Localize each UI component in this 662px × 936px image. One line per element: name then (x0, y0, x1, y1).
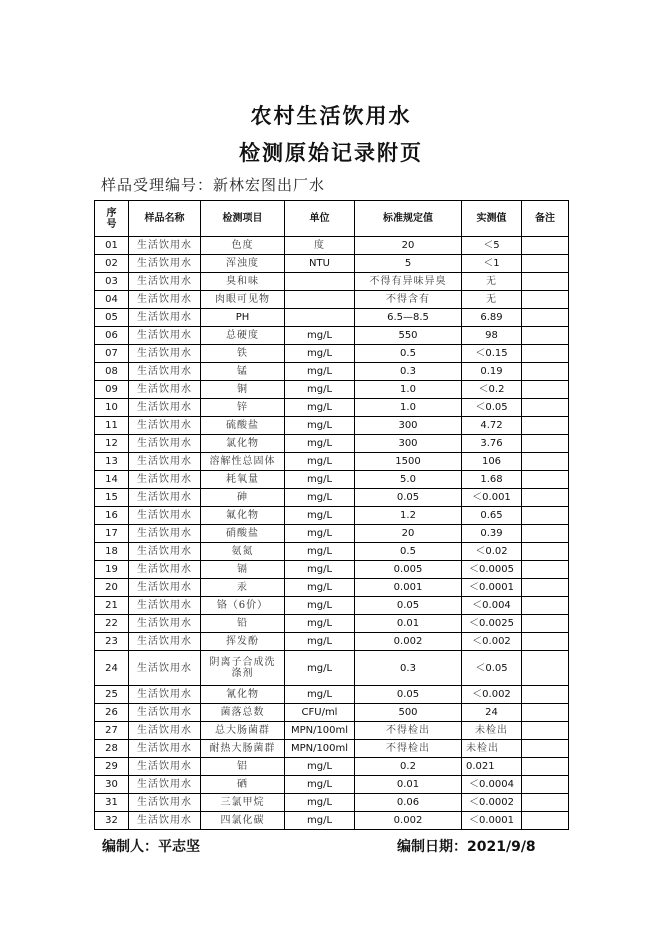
cell-measured: ＜0.02 (462, 543, 522, 561)
cell-unit: mg/L (285, 345, 355, 363)
cell-standard: 0.05 (355, 686, 462, 704)
cell-measured: 无 (462, 273, 522, 291)
cell-standard: 0.05 (355, 597, 462, 615)
cell-measured: ＜0.0002 (462, 794, 522, 812)
cell-test-item: 臭和味 (201, 273, 285, 291)
cell-unit: 度 (285, 237, 355, 255)
cell-remarks (522, 327, 569, 345)
cell-unit: mg/L (285, 561, 355, 579)
cell-standard: 1.0 (355, 381, 462, 399)
cell-remarks (522, 255, 569, 273)
table-row (95, 471, 569, 489)
cell-unit (285, 309, 355, 327)
cell-remarks (522, 633, 569, 651)
cell-test-item: 铜 (201, 381, 285, 399)
cell-sample-name: 生活饮用水 (129, 291, 201, 309)
cell-seq: 05 (95, 309, 129, 327)
cell-measured: ＜0.0001 (462, 812, 522, 830)
cell-seq: 04 (95, 291, 129, 309)
table-row (95, 327, 569, 345)
cell-seq: 12 (95, 435, 129, 453)
cell-remarks (522, 597, 569, 615)
cell-measured: ＜0.002 (462, 686, 522, 704)
cell-test-item: 镉 (201, 561, 285, 579)
cell-standard: 0.001 (355, 579, 462, 597)
sample-id-label: 样品受理编号：新林宏图出厂水 (101, 176, 326, 194)
cell-remarks (522, 399, 569, 417)
cell-measured: 未检出 (462, 740, 522, 758)
cell-unit: MPN/100ml (285, 722, 355, 740)
header-remarks: 备注 (522, 201, 569, 237)
cell-sample-name: 生活饮用水 (129, 579, 201, 597)
table-row (95, 237, 569, 255)
cell-unit: mg/L (285, 633, 355, 651)
cell-test-item: 汞 (201, 579, 285, 597)
cell-sample-name: 生活饮用水 (129, 399, 201, 417)
cell-unit: mg/L (285, 543, 355, 561)
cell-remarks (522, 309, 569, 327)
cell-remarks (522, 543, 569, 561)
cell-remarks (522, 489, 569, 507)
cell-unit: NTU (285, 255, 355, 273)
cell-sample-name: 生活饮用水 (129, 722, 201, 740)
cell-remarks (522, 812, 569, 830)
table-row (95, 722, 569, 740)
cell-sample-name: 生活饮用水 (129, 255, 201, 273)
cell-measured: ＜0.0005 (462, 561, 522, 579)
cell-seq: 31 (95, 794, 129, 812)
cell-measured: ＜0.0001 (462, 579, 522, 597)
cell-seq: 10 (95, 399, 129, 417)
cell-test-item: 三氯甲烷 (201, 794, 285, 812)
table-row (95, 309, 569, 327)
cell-unit: mg/L (285, 417, 355, 435)
cell-sample-name: 生活饮用水 (129, 345, 201, 363)
cell-standard: 0.5 (355, 345, 462, 363)
cell-sample-name: 生活饮用水 (129, 309, 201, 327)
cell-sample-name: 生活饮用水 (129, 525, 201, 543)
cell-seq: 19 (95, 561, 129, 579)
cell-measured: ＜0.0025 (462, 615, 522, 633)
table-row (95, 686, 569, 704)
table-row (95, 579, 569, 597)
cell-test-item: 菌落总数 (201, 704, 285, 722)
cell-standard: 300 (355, 417, 462, 435)
header-standard: 标准规定值 (355, 201, 462, 237)
cell-test-item: 挥发酚 (201, 633, 285, 651)
cell-sample-name: 生活饮用水 (129, 633, 201, 651)
table-row (95, 633, 569, 651)
table-row (95, 812, 569, 830)
cell-seq: 26 (95, 704, 129, 722)
cell-test-item: 铅 (201, 615, 285, 633)
cell-seq: 15 (95, 489, 129, 507)
cell-test-item: 肉眼可见物 (201, 291, 285, 309)
cell-remarks (522, 291, 569, 309)
cell-measured: ＜0.15 (462, 345, 522, 363)
cell-remarks (522, 651, 569, 686)
cell-measured: 0.39 (462, 525, 522, 543)
cell-test-item: 阴离子合成洗涤剂 (201, 651, 285, 686)
results-table (94, 200, 569, 830)
compiler-label: 编制人：平志坚 (102, 839, 200, 855)
cell-sample-name: 生活饮用水 (129, 435, 201, 453)
cell-unit: mg/L (285, 812, 355, 830)
cell-measured: ＜0.05 (462, 651, 522, 686)
cell-standard: 0.002 (355, 633, 462, 651)
cell-test-item: 锌 (201, 399, 285, 417)
table-row (95, 561, 569, 579)
cell-sample-name: 生活饮用水 (129, 543, 201, 561)
cell-standard: 0.01 (355, 615, 462, 633)
cell-remarks (522, 273, 569, 291)
cell-remarks (522, 740, 569, 758)
cell-test-item: 锰 (201, 363, 285, 381)
cell-unit (285, 273, 355, 291)
table-row (95, 597, 569, 615)
cell-test-item: 铬（6价） (201, 597, 285, 615)
cell-remarks (522, 579, 569, 597)
header-measured: 实测值 (462, 201, 522, 237)
cell-unit: mg/L (285, 327, 355, 345)
table-row (95, 525, 569, 543)
cell-seq: 30 (95, 776, 129, 794)
cell-measured: 未检出 (462, 722, 522, 740)
cell-sample-name: 生活饮用水 (129, 363, 201, 381)
cell-standard: 0.3 (355, 651, 462, 686)
cell-measured: 无 (462, 291, 522, 309)
cell-remarks (522, 435, 569, 453)
cell-test-item: PH (201, 309, 285, 327)
cell-sample-name: 生活饮用水 (129, 686, 201, 704)
cell-unit: mg/L (285, 399, 355, 417)
cell-unit: mg/L (285, 489, 355, 507)
cell-seq: 03 (95, 273, 129, 291)
table-row (95, 417, 569, 435)
cell-sample-name: 生活饮用水 (129, 740, 201, 758)
cell-unit: mg/L (285, 471, 355, 489)
cell-test-item: 色度 (201, 237, 285, 255)
cell-standard: 550 (355, 327, 462, 345)
cell-standard: 20 (355, 237, 462, 255)
cell-test-item: 硝酸盐 (201, 525, 285, 543)
cell-measured: ＜0.001 (462, 489, 522, 507)
cell-measured: ＜0.004 (462, 597, 522, 615)
cell-test-item: 总硬度 (201, 327, 285, 345)
cell-unit: mg/L (285, 435, 355, 453)
cell-remarks (522, 794, 569, 812)
cell-sample-name: 生活饮用水 (129, 704, 201, 722)
table-row (95, 776, 569, 794)
cell-standard: 不得检出 (355, 722, 462, 740)
cell-test-item: 铁 (201, 345, 285, 363)
cell-unit: mg/L (285, 579, 355, 597)
cell-seq: 06 (95, 327, 129, 345)
header-unit: 单位 (285, 201, 355, 237)
cell-measured: ＜0.0004 (462, 776, 522, 794)
cell-test-item: 耐热大肠菌群 (201, 740, 285, 758)
cell-measured: ＜0.05 (462, 399, 522, 417)
cell-remarks (522, 381, 569, 399)
cell-remarks (522, 237, 569, 255)
cell-remarks (522, 417, 569, 435)
table-row (95, 255, 569, 273)
cell-measured: 98 (462, 327, 522, 345)
cell-seq: 20 (95, 579, 129, 597)
cell-standard: 0.2 (355, 758, 462, 776)
cell-unit: mg/L (285, 794, 355, 812)
cell-measured: 6.89 (462, 309, 522, 327)
cell-standard: 20 (355, 525, 462, 543)
table-row (95, 489, 569, 507)
cell-sample-name: 生活饮用水 (129, 327, 201, 345)
cell-test-item: 硒 (201, 776, 285, 794)
cell-seq: 21 (95, 597, 129, 615)
cell-seq: 24 (95, 651, 129, 686)
cell-unit: mg/L (285, 525, 355, 543)
cell-sample-name: 生活饮用水 (129, 417, 201, 435)
cell-test-item: 砷 (201, 489, 285, 507)
cell-remarks (522, 758, 569, 776)
cell-seq: 32 (95, 812, 129, 830)
document-subtitle: 检测原始记录附页 (239, 140, 423, 165)
table-row (95, 363, 569, 381)
cell-test-item: 浑浊度 (201, 255, 285, 273)
cell-seq: 02 (95, 255, 129, 273)
cell-seq: 01 (95, 237, 129, 255)
cell-sample-name: 生活饮用水 (129, 615, 201, 633)
cell-test-item: 氟化物 (201, 507, 285, 525)
table-row (95, 435, 569, 453)
cell-test-item: 铝 (201, 758, 285, 776)
cell-test-item: 氰化物 (201, 686, 285, 704)
cell-seq: 25 (95, 686, 129, 704)
table-row (95, 291, 569, 309)
table-row (95, 543, 569, 561)
cell-sample-name: 生活饮用水 (129, 651, 201, 686)
cell-measured: 4.72 (462, 417, 522, 435)
cell-test-item: 总大肠菌群 (201, 722, 285, 740)
cell-unit: mg/L (285, 597, 355, 615)
cell-remarks (522, 615, 569, 633)
cell-test-item: 氨氮 (201, 543, 285, 561)
header-seq: 序号 (95, 201, 129, 237)
cell-measured: 0.021 (462, 758, 522, 776)
table-row (95, 651, 569, 686)
cell-sample-name: 生活饮用水 (129, 237, 201, 255)
table-row (95, 615, 569, 633)
cell-sample-name: 生活饮用水 (129, 453, 201, 471)
cell-remarks (522, 704, 569, 722)
cell-test-item: 氯化物 (201, 435, 285, 453)
cell-remarks (522, 525, 569, 543)
cell-remarks (522, 363, 569, 381)
cell-seq: 11 (95, 417, 129, 435)
cell-measured: 0.19 (462, 363, 522, 381)
cell-remarks (522, 507, 569, 525)
cell-standard: 1.0 (355, 399, 462, 417)
cell-sample-name: 生活饮用水 (129, 507, 201, 525)
cell-remarks (522, 453, 569, 471)
cell-sample-name: 生活饮用水 (129, 471, 201, 489)
cell-measured: ＜5 (462, 237, 522, 255)
cell-unit: MPN/100ml (285, 740, 355, 758)
cell-standard: 0.005 (355, 561, 462, 579)
cell-unit: mg/L (285, 776, 355, 794)
cell-measured: 0.65 (462, 507, 522, 525)
cell-standard: 不得含有 (355, 291, 462, 309)
cell-seq: 18 (95, 543, 129, 561)
table-header-row (95, 201, 569, 237)
table-row (95, 273, 569, 291)
cell-sample-name: 生活饮用水 (129, 758, 201, 776)
cell-sample-name: 生活饮用水 (129, 273, 201, 291)
cell-measured: ＜1 (462, 255, 522, 273)
cell-seq: 27 (95, 722, 129, 740)
cell-measured: ＜0.2 (462, 381, 522, 399)
cell-unit (285, 291, 355, 309)
compile-date-label: 编制日期：2021/9/8 (397, 839, 536, 855)
cell-unit: mg/L (285, 651, 355, 686)
cell-sample-name: 生活饮用水 (129, 794, 201, 812)
cell-standard: 300 (355, 435, 462, 453)
cell-standard: 0.002 (355, 812, 462, 830)
table-row (95, 794, 569, 812)
cell-unit: mg/L (285, 615, 355, 633)
header-sample-name: 样品名称 (129, 201, 201, 237)
cell-remarks (522, 722, 569, 740)
cell-measured: ＜0.002 (462, 633, 522, 651)
cell-standard: 1500 (355, 453, 462, 471)
table-row (95, 453, 569, 471)
cell-measured: 24 (462, 704, 522, 722)
cell-standard: 500 (355, 704, 462, 722)
cell-standard: 5.0 (355, 471, 462, 489)
cell-seq: 09 (95, 381, 129, 399)
cell-remarks (522, 686, 569, 704)
cell-standard: 不得检出 (355, 740, 462, 758)
table-row (95, 345, 569, 363)
cell-remarks (522, 561, 569, 579)
cell-standard: 0.05 (355, 489, 462, 507)
cell-standard: 6.5—8.5 (355, 309, 462, 327)
cell-sample-name: 生活饮用水 (129, 561, 201, 579)
cell-measured: 1.68 (462, 471, 522, 489)
cell-remarks (522, 471, 569, 489)
cell-unit: CFU/ml (285, 704, 355, 722)
cell-unit: mg/L (285, 507, 355, 525)
cell-test-item: 溶解性总固体 (201, 453, 285, 471)
document-title: 农村生活饮用水 (250, 103, 412, 128)
cell-sample-name: 生活饮用水 (129, 776, 201, 794)
cell-test-item: 耗氧量 (201, 471, 285, 489)
cell-seq: 14 (95, 471, 129, 489)
cell-seq: 22 (95, 615, 129, 633)
table-row (95, 758, 569, 776)
table-row (95, 507, 569, 525)
cell-test-item: 硫酸盐 (201, 417, 285, 435)
cell-test-item: 四氯化碳 (201, 812, 285, 830)
cell-standard: 0.5 (355, 543, 462, 561)
cell-remarks (522, 345, 569, 363)
header-test-item: 检测项目 (201, 201, 285, 237)
cell-seq: 28 (95, 740, 129, 758)
table-row (95, 704, 569, 722)
cell-unit: mg/L (285, 758, 355, 776)
cell-unit: mg/L (285, 686, 355, 704)
cell-sample-name: 生活饮用水 (129, 812, 201, 830)
table-row (95, 399, 569, 417)
cell-standard: 0.3 (355, 363, 462, 381)
table-row (95, 381, 569, 399)
cell-standard: 5 (355, 255, 462, 273)
cell-standard: 1.2 (355, 507, 462, 525)
cell-sample-name: 生活饮用水 (129, 381, 201, 399)
cell-seq: 23 (95, 633, 129, 651)
cell-seq: 29 (95, 758, 129, 776)
cell-seq: 17 (95, 525, 129, 543)
cell-unit: mg/L (285, 453, 355, 471)
cell-standard: 0.01 (355, 776, 462, 794)
cell-unit: mg/L (285, 381, 355, 399)
cell-standard: 不得有异味异臭 (355, 273, 462, 291)
cell-sample-name: 生活饮用水 (129, 597, 201, 615)
cell-seq: 13 (95, 453, 129, 471)
cell-unit: mg/L (285, 363, 355, 381)
cell-seq: 07 (95, 345, 129, 363)
cell-seq: 08 (95, 363, 129, 381)
cell-seq: 16 (95, 507, 129, 525)
cell-measured: 106 (462, 453, 522, 471)
cell-remarks (522, 776, 569, 794)
cell-standard: 0.06 (355, 794, 462, 812)
table-row (95, 740, 569, 758)
cell-sample-name: 生活饮用水 (129, 489, 201, 507)
cell-measured: 3.76 (462, 435, 522, 453)
